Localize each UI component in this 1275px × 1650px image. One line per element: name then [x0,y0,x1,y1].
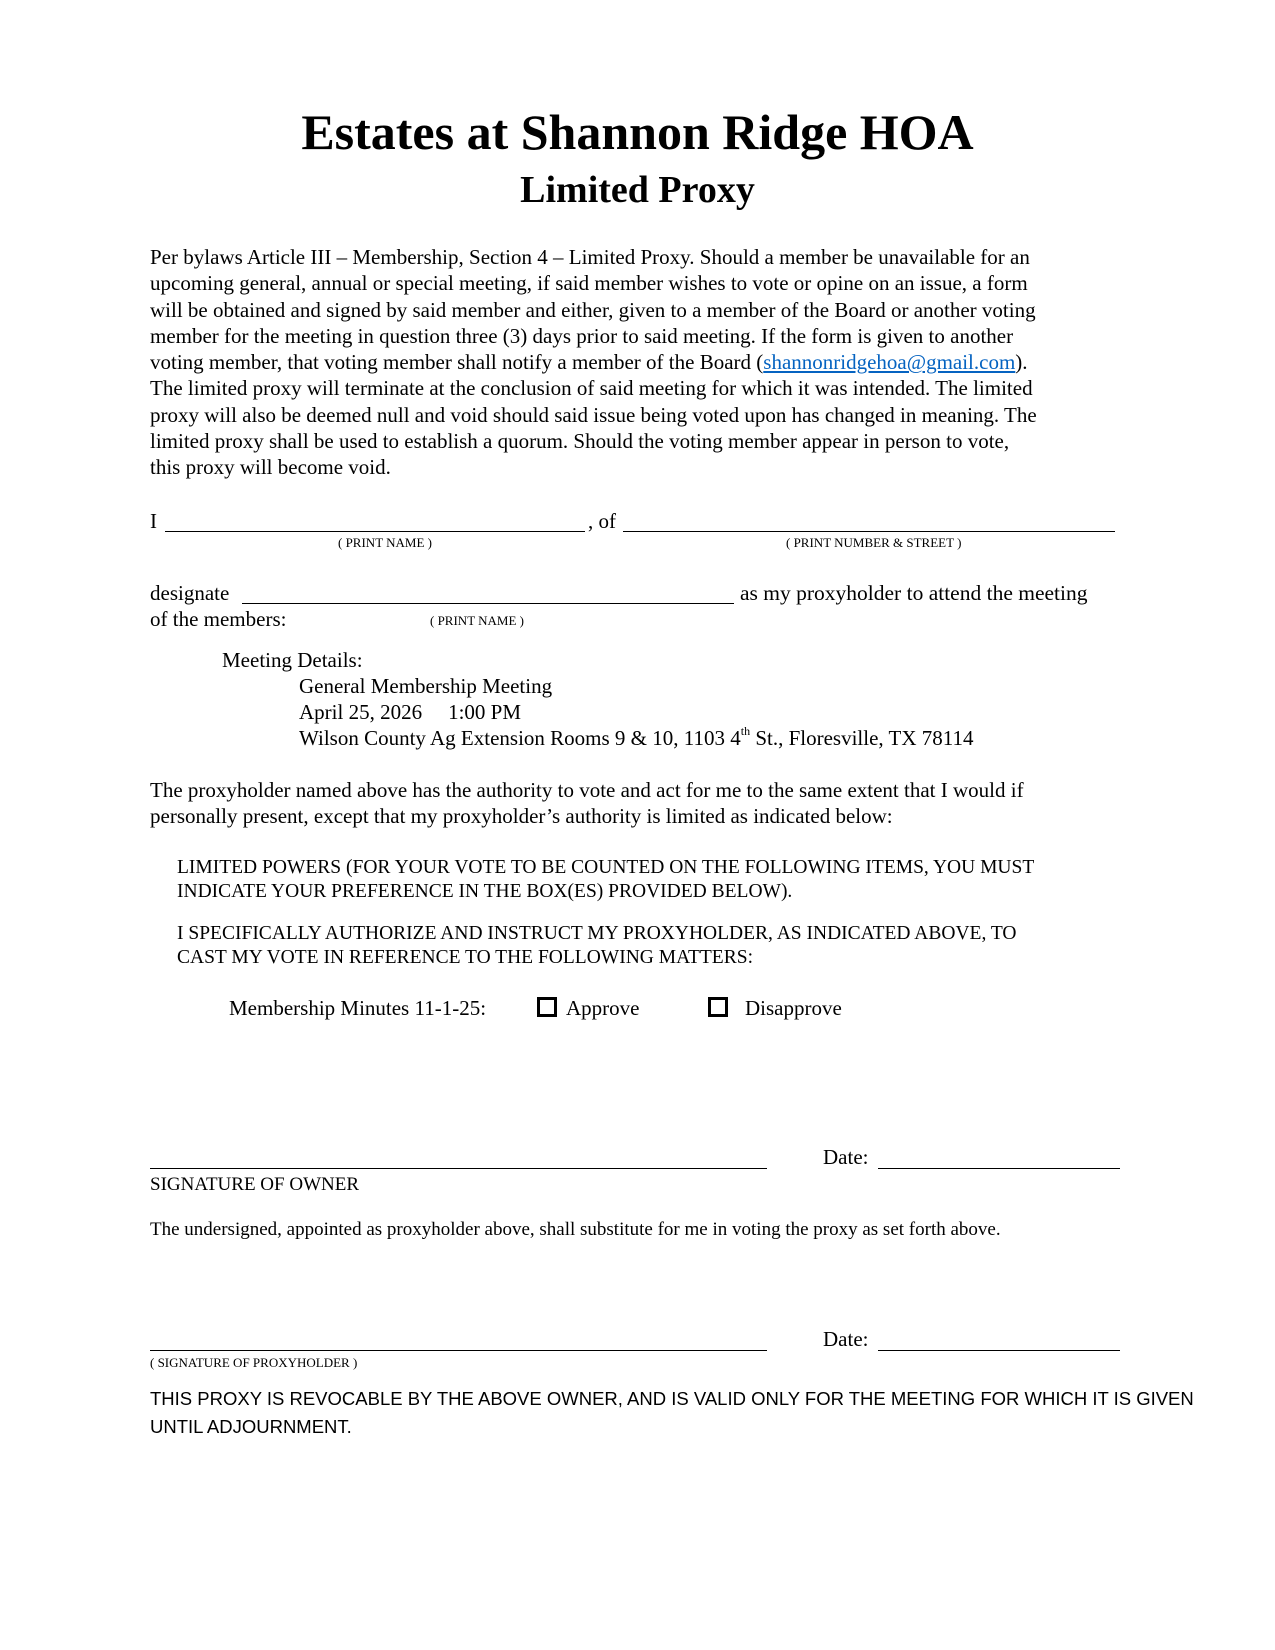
owner-address-label: ( PRINT NUMBER & STREET ) [786,535,962,550]
designate-suffix: as my proxyholder to attend the meeting [740,581,1088,605]
approve-label: Approve [566,996,640,1020]
meeting-date: April 25, 2026 [299,700,423,724]
owner-name-field[interactable] [165,531,585,532]
proxyholder-signature-label: ( SIGNATURE OF PROXYHOLDER ) [150,1355,358,1370]
owner-name-label: ( PRINT NAME ) [338,535,433,550]
vote-item-label: Membership Minutes 11-1-25: [229,996,487,1020]
meeting-location-sup: th [740,724,751,738]
proxyholder-name-field[interactable] [242,603,734,604]
intro-line: upcoming general, annual or special meeting, if said member wishes to vote or opine on an issue, a form [150,271,1028,296]
owner-address-field[interactable] [623,531,1115,532]
limited-powers-line: LIMITED POWERS (FOR YOUR VOTE TO BE COUNTED ON THE FOLLOWING ITEMS, YOU MUST [177,857,1035,878]
meeting-details-heading: Meeting Details: [222,648,363,672]
instruction-line: I SPECIFICALLY AUTHORIZE AND INSTRUCT MY PROXYHOLDER, AS INDICATED ABOVE, TO [177,923,1017,944]
proxyholder-name-label: ( PRINT NAME ) [430,613,525,628]
owner-signature-field[interactable] [150,1168,767,1169]
owner-signature-label: SIGNATURE OF OWNER [150,1174,359,1195]
footer-line: UNTIL ADJOURNMENT. [150,1416,352,1437]
intro-line: member for the meeting in question three (3) days prior to said meeting. If the form is given to another [150,323,1014,348]
intro-line: proxy will also be deemed null and void should said issue being voted upon has changed in meaning. The [150,402,1037,427]
intro-line-text: ). [1015,350,1028,375]
meeting-datetime [299,699,521,725]
meeting-type: General Membership Meeting [299,674,553,698]
document-title: Estates at Shannon Ridge HOA [301,104,974,160]
intro-line-text: voting member, that voting member shall notify a member of the Board ( [150,350,764,375]
designate-line2: of the members: [150,607,287,631]
authority-line: personally present, except that my proxyholder’s authority is limited as indicated below: [150,804,893,828]
proxyholder-signature-field[interactable] [150,1350,767,1351]
limited-powers-line: INDICATE YOUR PREFERENCE IN THE BOX(ES) PROVIDED BELOW). [177,881,793,902]
intro-line [150,349,1130,375]
authority-line: The proxyholder named above has the authority to vote and act for me to the same extent that I would if [150,778,1024,802]
substitution-text: The undersigned, appointed as proxyholder above, shall substitute for me in voting the proxy as set forth above. [150,1219,1001,1240]
disapprove-label: Disapprove [745,996,842,1020]
owner-date-field[interactable] [878,1168,1120,1169]
intro-line: this proxy will become void. [150,455,391,480]
intro-line: limited proxy shall be used to establish a quorum. Should the voting member appear in person to vote, [150,429,1010,454]
meeting-location-text: Wilson County Ag Extension Rooms 9 & 10, 1103 4 [299,726,741,750]
proxyholder-date-field[interactable] [878,1350,1120,1351]
owner-row-separator: , of [588,509,616,533]
intro-line: Per bylaws Article III – Membership, Section 4 – Limited Proxy. Should a member be unavailable for an [150,245,1030,269]
disapprove-checkbox[interactable] [708,997,728,1017]
approve-checkbox[interactable] [537,997,557,1017]
intro-paragraph [150,244,1130,481]
board-email-link[interactable]: shannonridgehoa@gmail.com [763,350,1016,375]
meeting-location [299,725,974,751]
footer-line: THIS PROXY IS REVOCABLE BY THE ABOVE OWNER, AND IS VALID ONLY FOR THE MEETING FOR WHICH IT IS GIVEN [150,1388,1194,1409]
document-subtitle: Limited Proxy [520,169,755,211]
intro-line: will be obtained and signed by said member and either, given to a member of the Board or another voting [150,297,1036,322]
proxyholder-date-label: Date: [823,1327,869,1351]
designate-prefix: designate [150,581,230,605]
intro-line: The limited proxy will terminate at the conclusion of said meeting for which it was intended. The limited [150,376,1033,401]
meeting-time: 1:00 PM [448,700,522,724]
instruction-line: CAST MY VOTE IN REFERENCE TO THE FOLLOWING MATTERS: [177,947,753,968]
meeting-location-text: St., Floresville, TX 78114 [750,726,974,750]
owner-prefix: I [150,509,157,533]
owner-date-label: Date: [823,1145,869,1169]
